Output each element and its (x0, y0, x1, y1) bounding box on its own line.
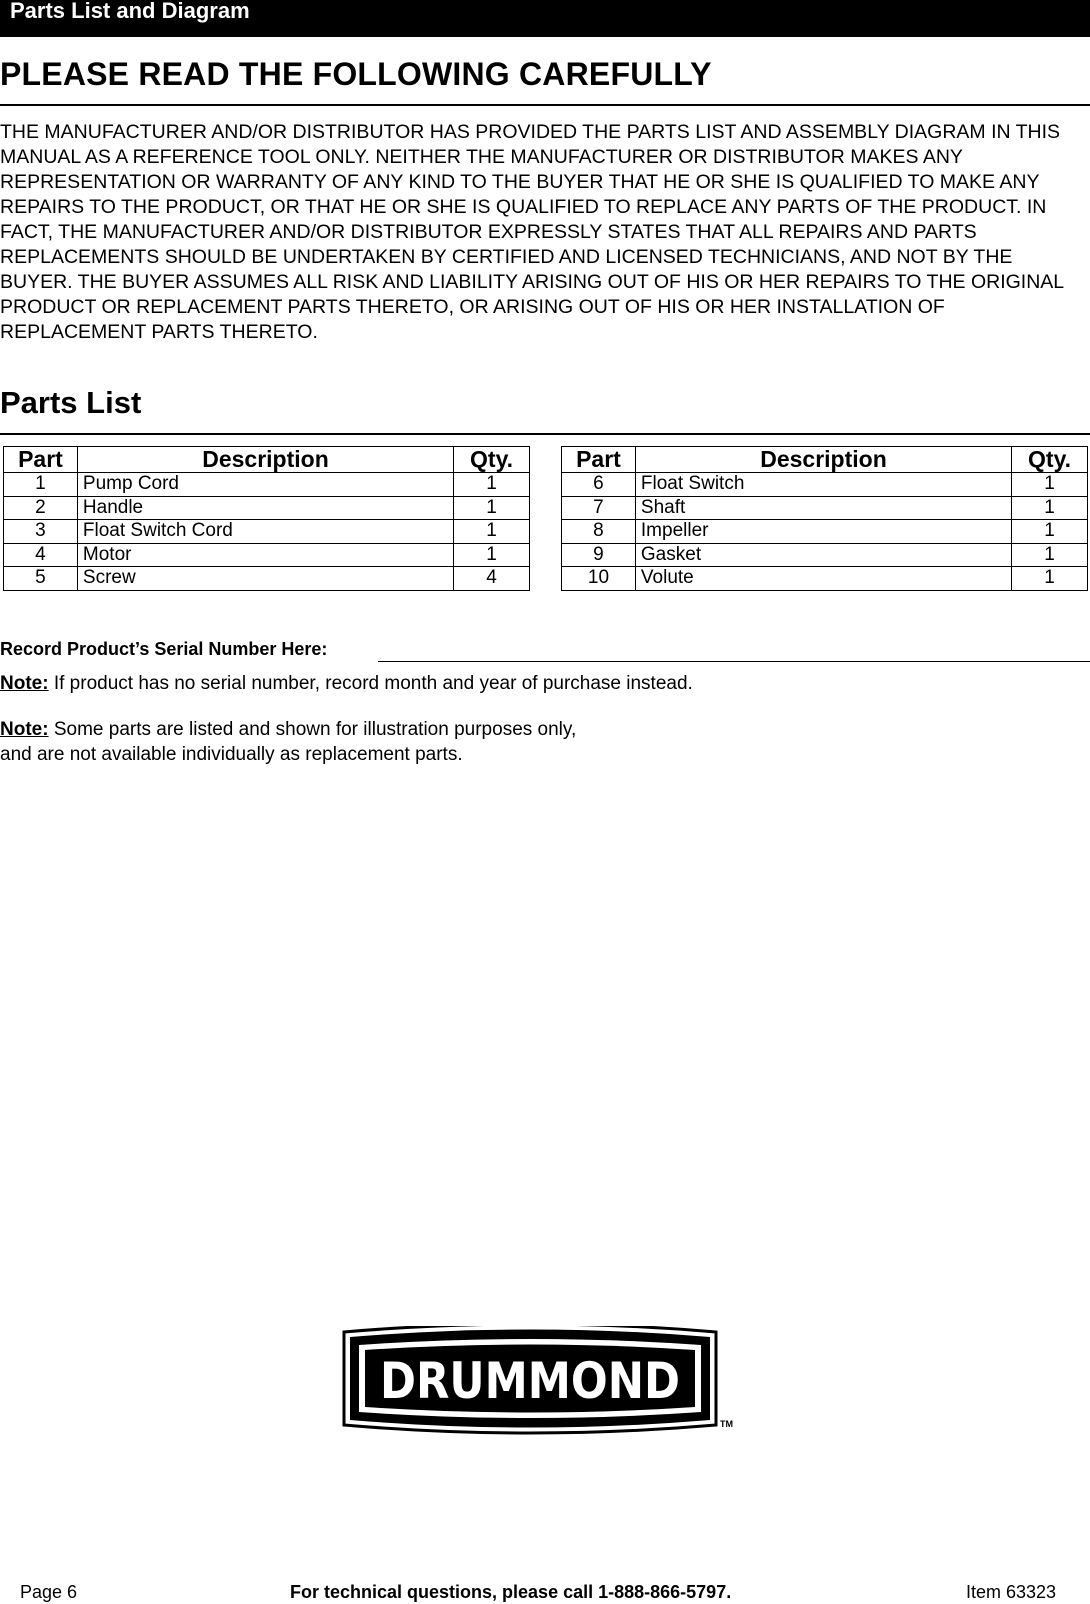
note-label: Note: (0, 719, 49, 740)
part-qty: 1 (1012, 520, 1088, 544)
note-text: If product has no serial number, record month and year of purchase instead. (48, 673, 693, 694)
part-description: Float Switch Cord (77, 520, 453, 544)
section-title: Parts List and Diagram (10, 0, 250, 23)
table-header-row (4, 447, 530, 473)
table-row (4, 520, 530, 544)
part-number: 6 (562, 473, 636, 497)
part-number: 2 (4, 496, 78, 520)
serial-number-line (378, 661, 1090, 662)
parts-table-right (561, 446, 1088, 591)
parts-table-left (3, 446, 530, 591)
part-qty: 1 (454, 520, 530, 544)
part-number: 7 (562, 496, 636, 520)
note-text: Some parts are listed and shown for illustration purposes only, (48, 719, 577, 740)
column-header-description: Description (635, 447, 1011, 473)
part-description: Pump Cord (77, 473, 453, 497)
table-row (562, 543, 1088, 567)
drummond-logo (340, 1326, 750, 1436)
heading-divider (0, 104, 1090, 106)
part-description: Gasket (635, 543, 1011, 567)
footer-tech-support: For technical questions, please call 1-888-866-5797. (290, 1582, 732, 1602)
disclaimer-text: THE MANUFACTURER AND/OR DISTRIBUTOR HAS PROVIDED THE PARTS LIST AND ASSEMBLY DIAGRAM IN THIS MANUAL AS A REFERENCE TOOL ONLY. NEITHER THE MANUFACTURER OR DISTRIBUTOR MAKES ANY REPRESENTATION OR WARRANTY OF ANY KIND TO THE BUYER THAT HE OR SHE IS QUALIFIED TO MAKE ANY REPAIRS TO THE PRODUCT, OR THAT HE OR SHE IS QUALIFIED TO REPLACE ANY PARTS OF THE PRODUCT. IN FACT, THE MANUFACTURER AND/OR DISTRIBUTOR EXPRESSLY STATES THAT ALL REPAIRS AND PARTS REPLACEMENTS SHOULD BE UNDERTAKEN BY CERTIFIED AND LICENSED TECHNICIANS, AND NOT BY THE BUYER. THE BUYER ASSUMES ALL RISK AND LIABILITY ARISING OUT OF HIS OR HER REPAIRS TO THE ORIGINAL PRODUCT OR REPLACEMENT PARTS THERETO, OR ARISING OUT OF HIS OR HER INSTALLATION OF REPLACEMENT PARTS THERETO. (0, 121, 1064, 343)
section-header-bar (0, 0, 1090, 37)
table-row (4, 543, 530, 567)
note-label: Note: (0, 673, 49, 694)
logo-trademark: TM (720, 1419, 733, 1429)
part-qty: 1 (1012, 567, 1088, 591)
part-number: 9 (562, 543, 636, 567)
part-number: 10 (562, 567, 636, 591)
table-row (4, 567, 530, 591)
note-serial (0, 671, 693, 696)
part-description: Motor (77, 543, 453, 567)
note-illustration (0, 717, 576, 767)
part-qty: 1 (1012, 473, 1088, 497)
part-description: Screw (77, 567, 453, 591)
table-row (562, 567, 1088, 591)
column-header-qty: Qty. (1012, 447, 1088, 473)
part-number: 3 (4, 520, 78, 544)
part-qty: 1 (1012, 496, 1088, 520)
table-row (562, 496, 1088, 520)
part-number: 8 (562, 520, 636, 544)
footer-item-number: Item 63323 (966, 1582, 1057, 1602)
part-description: Float Switch (635, 473, 1011, 497)
part-qty: 1 (1012, 543, 1088, 567)
table-row (562, 473, 1088, 497)
parts-list-heading: Parts List (0, 385, 142, 420)
table-row (4, 496, 530, 520)
part-qty: 1 (454, 473, 530, 497)
part-number: 5 (4, 567, 78, 591)
column-header-part: Part (562, 447, 636, 473)
part-description: Volute (635, 567, 1011, 591)
part-qty: 4 (454, 567, 530, 591)
column-header-description: Description (77, 447, 453, 473)
part-description: Handle (77, 496, 453, 520)
part-qty: 1 (454, 496, 530, 520)
table-header-row (562, 447, 1088, 473)
part-description: Shaft (635, 496, 1011, 520)
page-heading: PLEASE READ THE FOLLOWING CAREFULLY (0, 56, 712, 92)
part-number: 4 (4, 543, 78, 567)
part-number: 1 (4, 473, 78, 497)
note-text-continued: and are not available individually as replacement parts. (0, 744, 463, 765)
table-row (562, 520, 1088, 544)
logo-wordmark: DRUMMOND (380, 1352, 680, 1410)
parts-list-divider (0, 433, 1090, 435)
column-header-part: Part (4, 447, 78, 473)
footer-page-number: Page 6 (20, 1582, 78, 1602)
serial-number-label: Record Product’s Serial Number Here: (0, 639, 328, 659)
part-qty: 1 (454, 543, 530, 567)
part-description: Impeller (635, 520, 1011, 544)
table-row (4, 473, 530, 497)
column-header-qty: Qty. (454, 447, 530, 473)
